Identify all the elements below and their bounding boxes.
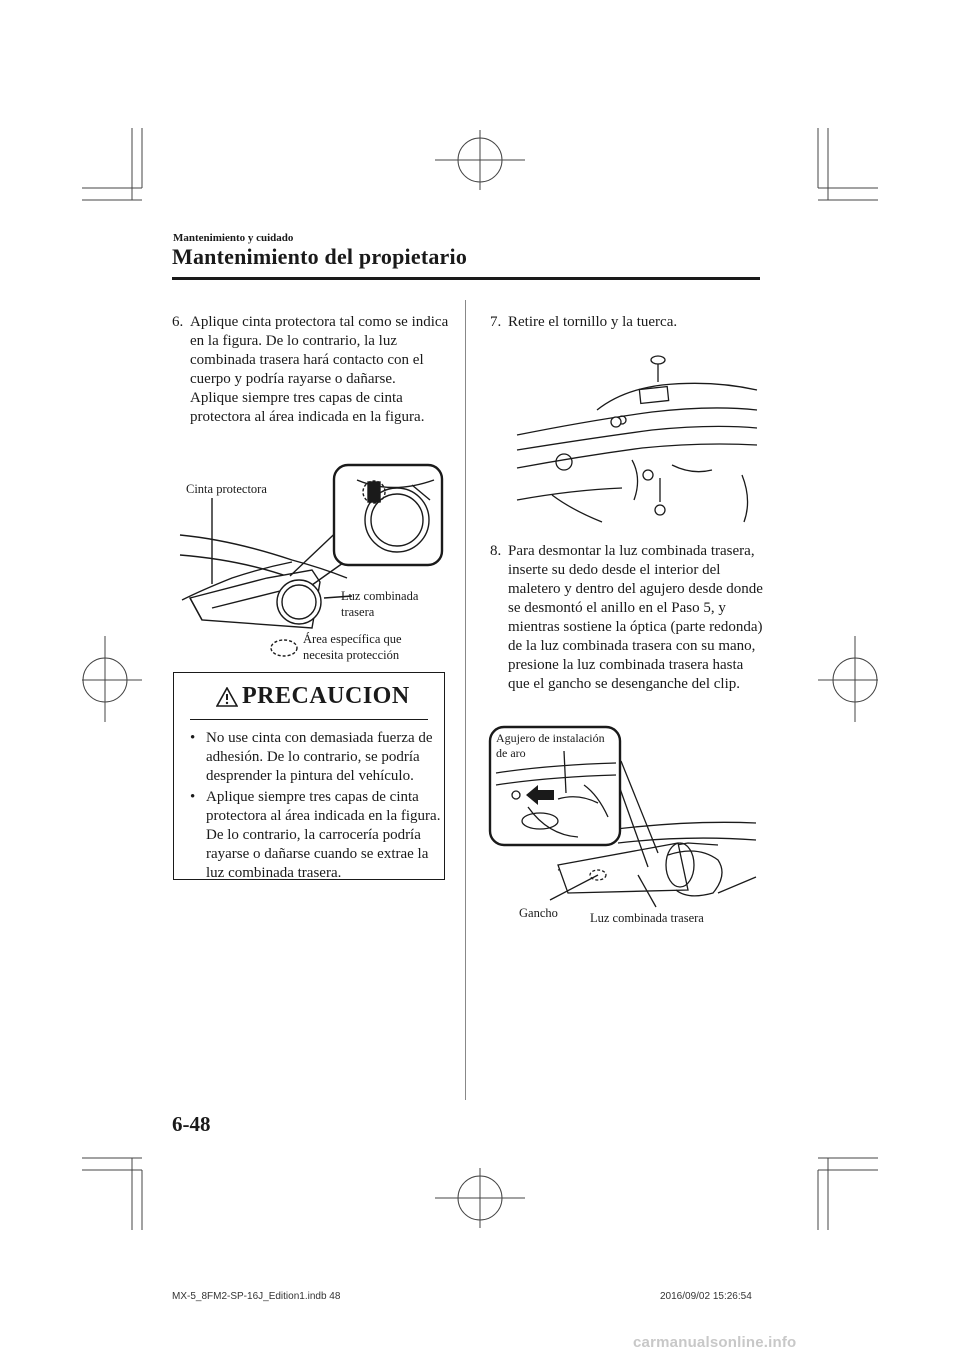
step-6-number: 6. — [172, 314, 184, 330]
caution-title: PRECAUCION — [242, 683, 410, 709]
footer-file-info: MX-5_8FM2-SP-16J_Edition1.indb 48 — [172, 1291, 341, 1302]
caution-list — [186, 729, 444, 885]
step-7-text: Retire el tornillo y la tuerca. — [508, 314, 678, 330]
step-8-text: Para desmontar la luz combinada trasera, inserte su dedo desde el interior del maletero y dentro del agujero desde donde se desmontó el anillo en el Paso 5, y mientras sostiene la óptica (parte redonda) de la luz combinada trasera con su mano, presione la luz combinada trasera hasta que el gancho se desenganche del clip. — [508, 543, 763, 692]
label-rear-light-2: trasera — [341, 605, 375, 619]
caution-box — [173, 672, 445, 880]
caution-divider — [190, 719, 428, 720]
step-7 — [490, 313, 765, 332]
header-rule — [172, 277, 760, 280]
label-rear-light-1: Luz combinada — [341, 589, 419, 603]
page-title: Mantenimiento del propietario — [172, 244, 468, 269]
figure-remove-rear-light — [488, 725, 763, 925]
label-ring-hole-1: Agujero de instalación — [496, 731, 605, 745]
caution-header — [174, 673, 444, 719]
caution-item-1-text: No use cinta con demasiada fuerza de adhesión. De lo contrario, se podría desprender la pintura del vehículo. — [206, 730, 433, 784]
watermark: carmanualsonline.info — [633, 1334, 797, 1351]
warning-triangle-icon — [216, 687, 238, 707]
caution-item-1 — [186, 729, 444, 786]
step-6-text: Aplique cinta protectora tal como se indica en la figura. De lo contrario, la luz combinada trasera hará contacto con el cuerpo y podría rayarse o dañarse. — [190, 314, 449, 387]
label-rear-light: Luz combinada trasera — [590, 911, 704, 925]
bullet-icon: • — [190, 730, 196, 746]
step-8-number: 8. — [490, 543, 502, 559]
label-hook: Gancho — [519, 906, 558, 920]
step-8 — [490, 542, 765, 694]
step-6-text-2: Aplique siempre tres capas de cinta protectora al área indicada en la figura. — [190, 390, 425, 425]
section-label: Mantenimiento y cuidado — [173, 232, 294, 244]
page-number: 6-48 — [172, 1112, 211, 1136]
bullet-icon: • — [190, 789, 196, 805]
label-protective-tape: Cinta protectora — [186, 482, 267, 496]
figure-screw-and-nut — [512, 350, 762, 530]
label-area-2: necesita protección — [303, 648, 400, 662]
column-divider — [465, 300, 466, 1100]
step-7-number: 7. — [490, 314, 502, 330]
label-area-1: Área específica que — [303, 632, 402, 646]
label-ring-hole-2: de aro — [496, 746, 526, 760]
step-6 — [172, 313, 452, 427]
footer-date-info: 2016/09/02 15:26:54 — [660, 1291, 752, 1302]
caution-item-2-text: Aplique siempre tres capas de cinta protectora al área indicada en la figura. De lo contrario, la carrocería podría rayarse o dañarse cuando se extrae la luz combinada trasera. — [206, 789, 441, 881]
caution-item-2 — [186, 788, 444, 883]
